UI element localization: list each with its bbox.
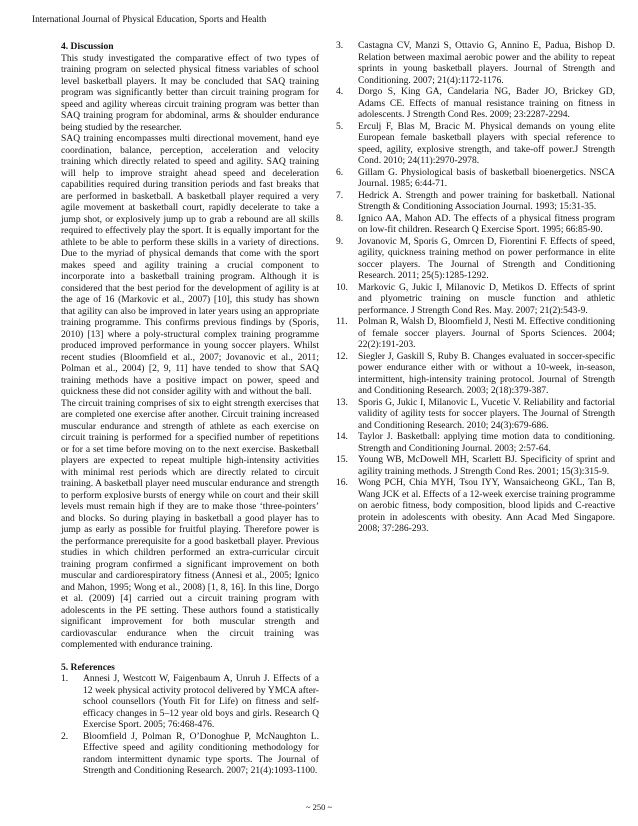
reference-number: 4.	[336, 86, 344, 97]
page-number: ~ 250 ~	[305, 802, 333, 812]
reference-number: 11.	[336, 316, 348, 327]
reference-number: 5.	[336, 120, 344, 132]
references-heading: 5. References	[61, 661, 115, 673]
discussion-paragraph: The circuit training comprises of six to eight strength exercises that are completed one exercise after another. Circuit training increased muscular endurance and strength of athlete as each exercise on circuit training is performed for a specified number of repetitions or for a set time before moving on to the next exercise. Basketball players are expected to repeat multiple high-intensity activities with minimal rest periods which are directly related to circuit training. A basketball player need muscular endurance and strength to perform explosive bursts of energy while on court and their skill levels must remain high if they are to make those ‘three-pointers’ and blocks. So during playing in basketball a good player has to jump as early as possible for fruitful playing. Therefore power is the performance prerequisite for a good basketball player. Previous studies in which children performed an extra-curricular circuit training program confirmed a significant improvement on both muscular and cardiorespiratory fitness (Annesi et al., 2005; Ignico and Mahon, 1995; Wong et al., 2008) [1, 8, 16]. In this line, Dorgo et al. (2009) [4] carried out a circuit training program with adolescents in the PE setting. These authors found a statistically significant improvement for both muscular strength and cardiovascular endurance when the circuit training was complemented with endurance training.	[61, 397, 319, 650]
reference-number: 7.	[336, 189, 344, 201]
reference-text: Taylor J. Basketball: applying time motion data to conditioning. Strength and Conditioning Journal. 2003; 2:57-64.	[358, 431, 615, 454]
discussion-heading: 4. Discussion	[61, 41, 114, 52]
reference-number: 3.	[336, 40, 344, 51]
reference-text: Dorgo S, King GA, Candelaria NG, Bader JO, Brickey GD, Adams CE. Effects of manual resistance training on fitness in adolescents. J Strength Cond Res. 2009; 23:2287-2294.	[358, 86, 615, 120]
reference-text: Wong PCH, Chia MYH, Tsou IYY, Wansaicheong GKL, Tan B, Wang JCK et al. Effects of a 12-week exercise training programme on aerobic fitness, body composition, blood lipids and C-reactive protein in adolescents with obesity. Ann Acad Med Singapore. 2008; 37:286-293.	[358, 477, 615, 534]
reference-number: 15.	[336, 454, 348, 465]
reference-number: 16.	[336, 477, 348, 488]
reference-text: Bloomfield J, Polman R, O’Donoghue P, McNaughton L. Effective speed and agility conditioning methodology for random intermittent dynamic type sports. The Journal of Strength and Conditioning Research. 2007; 21(4):1093-1100.	[83, 730, 319, 776]
reference-text: Ignico AA, Mahon AD. The effects of a physical fitness program on low-fit children. Research Q Exercise Sport. 1995; 66:85-90.	[358, 212, 615, 235]
discussion-paragraph: SAQ training encompasses multi directional movement, hand eye coordination, balance, perception, acceleration and velocity training which directly related to speed and agility. SAQ training will help to improve straight ahead speed and deceleration capabilities required during transition periods and fast breaks that are performed in basketball. A basketball player required a very agile movement at basketball court, rapidly decelerate to take a jump shot, or explosively jump up to grab a rebound are all skills required to effectively play the sport. It is equally important for the athlete to be able to perform these skills in a variety of directions. Due to the myriad of physical demands that come with the sport makes speed and agility training a crucial component to incorporate into a basketball training program. Although it is considered that the best period for the development of agility is at the age of 16 (Markovic et al., 2007) [10], this study has shown that agility can also be improved in later years using an appropriate training programme. This confirms previous findings by (Sporis, 2010) [13] where a poly-structural complex training programme produced improved performance in young soccer players. Whilst recent studies (Bloomfield et al., 2007; Jovanovic et al., 2011; Polman et al., 2004) [2, 9, 11] have tended to show that SAQ training methods have a positive impact on power, speed and quickness these did not consider agility with and without the ball.	[61, 133, 319, 397]
reference-number: 10.	[336, 281, 348, 293]
reference-number: 1.	[61, 673, 69, 684]
reference-item	[336, 40, 615, 86]
reference-number: 12.	[336, 350, 348, 362]
reference-item	[336, 213, 615, 236]
reference-text: Young WB, McDowell MH, Scarlett BJ. Specificity of sprint and agility training methods. J Strength Cond Res. 2001; 15(3):315-9.	[358, 454, 615, 477]
reference-text: Castagna CV, Manzi S, Ottavio G, Annino E, Padua, Bishop D. Relation between maximal aerobic power and the ability to repeat sprints in young basketball players. Journal of Strength and Conditioning. 2007; 21(4):1172-1176.	[358, 40, 615, 86]
reference-item	[336, 190, 615, 213]
reference-item	[336, 351, 615, 397]
discussion-paragraph: This study investigated the comparative effect of two types of training program on selected physical fitness variables of school level basketball players. It may be concluded that SAQ training program was significantly better than circuit training program for speed and agility whereas circuit training program was better than SAQ training program for abdominal, arms & shoulder endurance being studied by the researcher.	[61, 52, 319, 133]
reference-number: 9.	[336, 235, 344, 247]
reference-item	[336, 397, 615, 432]
reference-text: Markovic G, Jukic I, Milanovic D, Metikos D. Effects of sprint and plyometric training on muscle function and athletic performance. J Strength Cond Res. May. 2007; 21(2):543-9.	[358, 281, 615, 316]
right-column	[336, 40, 615, 535]
journal-header: International Journal of Physical Education, Sports and Health	[32, 15, 267, 25]
reference-item	[61, 731, 319, 777]
reference-text: Erculj F, Blas M, Bracic M. Physical demands on young elite European female basketball players with special reference to speed, agility, explosive strength, and take-off power.J Strength Cond. 2010; 24(11):2970-2978.	[358, 120, 615, 166]
reference-list-left	[61, 673, 319, 777]
reference-item	[336, 431, 615, 454]
reference-text: Gillam G. Physiological basis of basketball bioenergetics. NSCA Journal. 1985; 6:44-71.	[358, 166, 615, 189]
reference-item	[336, 282, 615, 317]
reference-text: Hedrick A. Strength and power training for basketball. National Strength & Conditioning Association Journal. 1993; 15:31-35.	[358, 189, 615, 212]
reference-number: 13.	[336, 396, 348, 408]
reference-item	[336, 454, 615, 477]
reference-item	[336, 121, 615, 167]
reference-text: Polman R, Walsh D, Bloomfield J, Nesti M. Effective conditioning of female soccer players. Journal of Sports Sciences. 2004; 22(2):191-203.	[358, 316, 615, 350]
reference-number: 8.	[336, 212, 344, 224]
reference-item	[336, 86, 615, 121]
reference-text: Siegler J, Gaskill S, Ruby B. Changes evaluated in soccer-specific power endurance either with or without a 10-week, in-season, intermittent, high-intensity training protocol. Journal of Strength and Conditioning Research. 2003; 2(18):379-387.	[358, 350, 615, 396]
reference-text: Annesi J, Westcott W, Faigenbaum A, Unruh J. Effects of a 12 week physical activity protocol delivered by YMCA after-school counsellors (Youth Fit for Life) on fitness and self-efficacy changes in 5–12 year old boys and girls. Research Q Exercise Sport. 2005; 76:468-476.	[83, 673, 319, 730]
reference-number: 6.	[336, 166, 344, 178]
reference-item	[336, 236, 615, 282]
reference-item	[336, 477, 615, 535]
reference-number: 14.	[336, 431, 348, 442]
reference-item	[336, 167, 615, 190]
left-column	[61, 41, 319, 777]
reference-number: 2.	[61, 730, 69, 742]
reference-text: Sporis G, Jukic I, Milanovic L, Vucetic V. Reliability and factorial validity of agility tests for soccer players. The Journal of Strength and Conditioning Research. 2010; 24(3):679-686.	[358, 396, 615, 431]
reference-list-right	[336, 40, 615, 535]
reference-text: Jovanovic M, Sporis G, Omrcen D, Fiorentini F. Effects of speed, agility, quickness training method on power performance in elite soccer players. The Journal of Strength and Conditioning Research. 2011; 25(5):1285-1292.	[358, 235, 615, 281]
reference-item	[336, 316, 615, 351]
reference-item	[61, 673, 319, 731]
